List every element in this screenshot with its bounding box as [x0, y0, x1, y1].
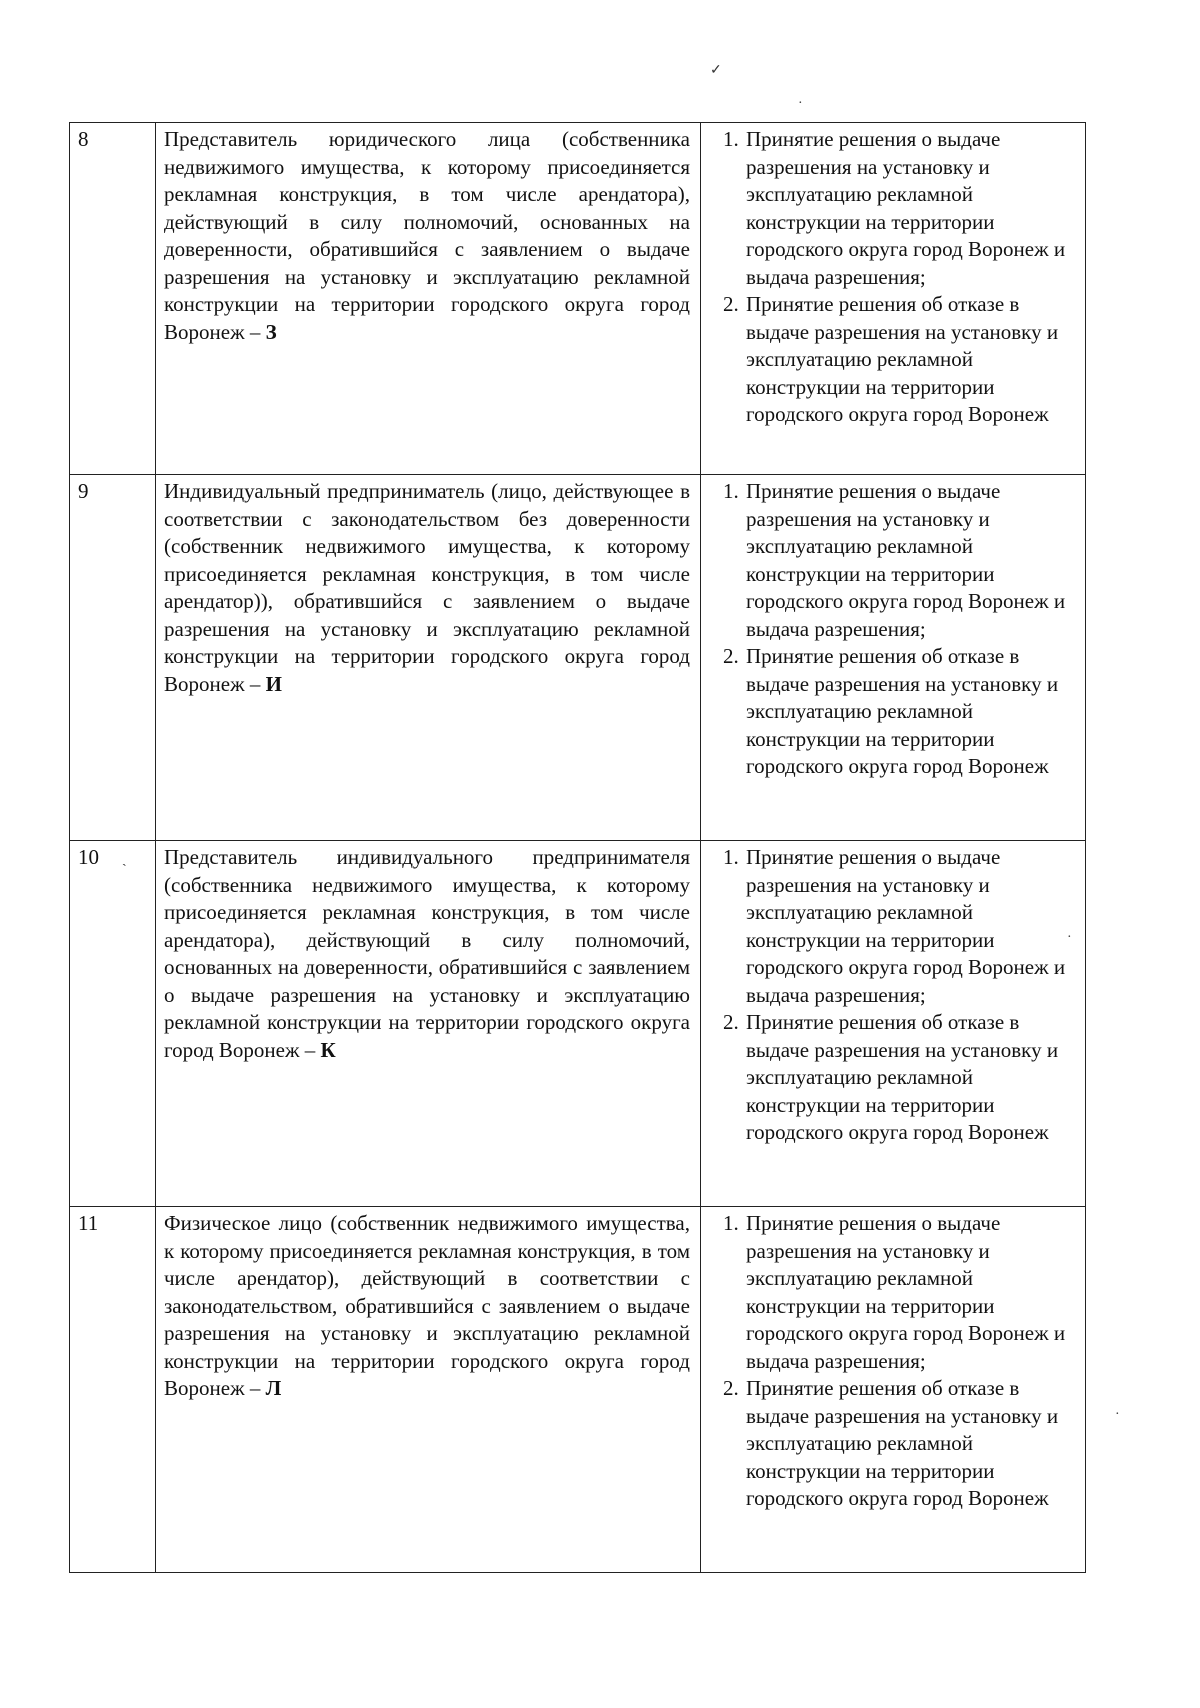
table-row — [70, 123, 1086, 475]
applicant-results-table — [69, 122, 1086, 1573]
result-item: 1. Принятие решения о выдаче разрешения на установку и эксплуатацию рекламной конструкции на территории городского округа город Воронеж и выдача разрешения; — [744, 1210, 1075, 1375]
row-number: 8 — [70, 123, 156, 475]
description-text: Физическое лицо (собственник недвижимого имущества, к которому присоединяется рекламная конструкция, в том числе арендатор), действующий в соответствии с законодательством, обратившийся с заявлением о выдаче разрешения на установку и эксплуатацию рекламной конструкции на территории городского округа город Воронеж – — [164, 1211, 690, 1400]
applicant-category-letter: К — [320, 1037, 336, 1062]
table-row — [70, 1207, 1086, 1573]
result-cell — [701, 841, 1086, 1207]
result-cell — [701, 475, 1086, 841]
result-list — [709, 844, 1075, 1147]
result-item: 1. Принятие решения о выдаче разрешения на установку и эксплуатацию рекламной конструкции на территории городского округа город Воронеж и выдача разрешения; — [744, 126, 1075, 291]
applicant-description — [156, 123, 701, 475]
result-item: 2. Принятие решения об отказе в выдаче разрешения на установку и эксплуатацию рекламной конструкции на территории городского округа город Воронеж — [744, 291, 1075, 429]
table-row — [70, 841, 1086, 1207]
result-cell — [701, 123, 1086, 475]
table-row — [70, 475, 1086, 841]
result-list — [709, 478, 1075, 781]
scan-dot-mark: · — [1115, 1407, 1120, 1422]
description-text: Индивидуальный предприниматель (лицо, действующее в соответствии с законодательством без доверенности (собственник недвижимого имущества, к которому присоединяется рекламная конструкция, в том числе арендатор)), обратившийся с заявлением о выдаче разрешения на установку и эксплуатацию рекламной конструкции на территории городского округа город Воронеж – — [164, 479, 690, 696]
row-number: 10 — [70, 841, 156, 1207]
result-cell — [701, 1207, 1086, 1573]
applicant-description — [156, 1207, 701, 1573]
scan-check-mark: ✓ — [710, 63, 722, 78]
description-text: Представитель индивидуального предпринимателя (собственника недвижимого имущества, к которому присоединяется рекламная конструкция, в том числе арендатора), действующий в силу полномочий, основанных на доверенности, обратившийся с заявлением о выдаче разрешения на установку и эксплуатацию рекламной конструкции на территории городского округа город Воронеж – — [164, 845, 690, 1062]
result-list — [709, 1210, 1075, 1513]
result-item: 2. Принятие решения об отказе в выдаче разрешения на установку и эксплуатацию рекламной конструкции на территории городского округа город Воронеж — [744, 1009, 1075, 1147]
scan-dot-mark: · — [1067, 930, 1072, 945]
applicant-description — [156, 841, 701, 1207]
scan-dot-mark: · — [798, 96, 803, 111]
applicant-category-letter: Л — [265, 1376, 282, 1400]
row-number: 11 — [70, 1207, 156, 1573]
result-item: 2. Принятие решения об отказе в выдаче разрешения на установку и эксплуатацию рекламной конструкции на территории городского округа город Воронеж — [744, 643, 1075, 781]
result-item: 1. Принятие решения о выдаче разрешения на установку и эксплуатацию рекламной конструкции на территории городского округа город Воронеж и выдача разрешения; — [744, 478, 1075, 643]
result-item: 1. Принятие решения о выдаче разрешения на установку и эксплуатацию рекламной конструкции на территории городского округа город Воронеж и выдача разрешения; — [744, 844, 1075, 1009]
scan-tick-mark: ˎ — [122, 852, 127, 867]
applicant-category-letter: И — [265, 671, 282, 696]
description-text: Представитель юридического лица (собственника недвижимого имущества, к которому присоединяется рекламная конструкция, в том числе арендатора), действующий в силу полномочий, основанных на доверенности, обратившийся с заявлением о выдаче разрешения на установку и эксплуатацию рекламной конструкции на территории городского округа город Воронеж – — [164, 127, 690, 344]
applicant-category-letter: З — [265, 319, 277, 344]
result-item: 2. Принятие решения об отказе в выдаче разрешения на установку и эксплуатацию рекламной конструкции на территории городского округа город Воронеж — [744, 1375, 1075, 1513]
row-number: 9 — [70, 475, 156, 841]
applicant-description — [156, 475, 701, 841]
result-list — [709, 126, 1075, 429]
